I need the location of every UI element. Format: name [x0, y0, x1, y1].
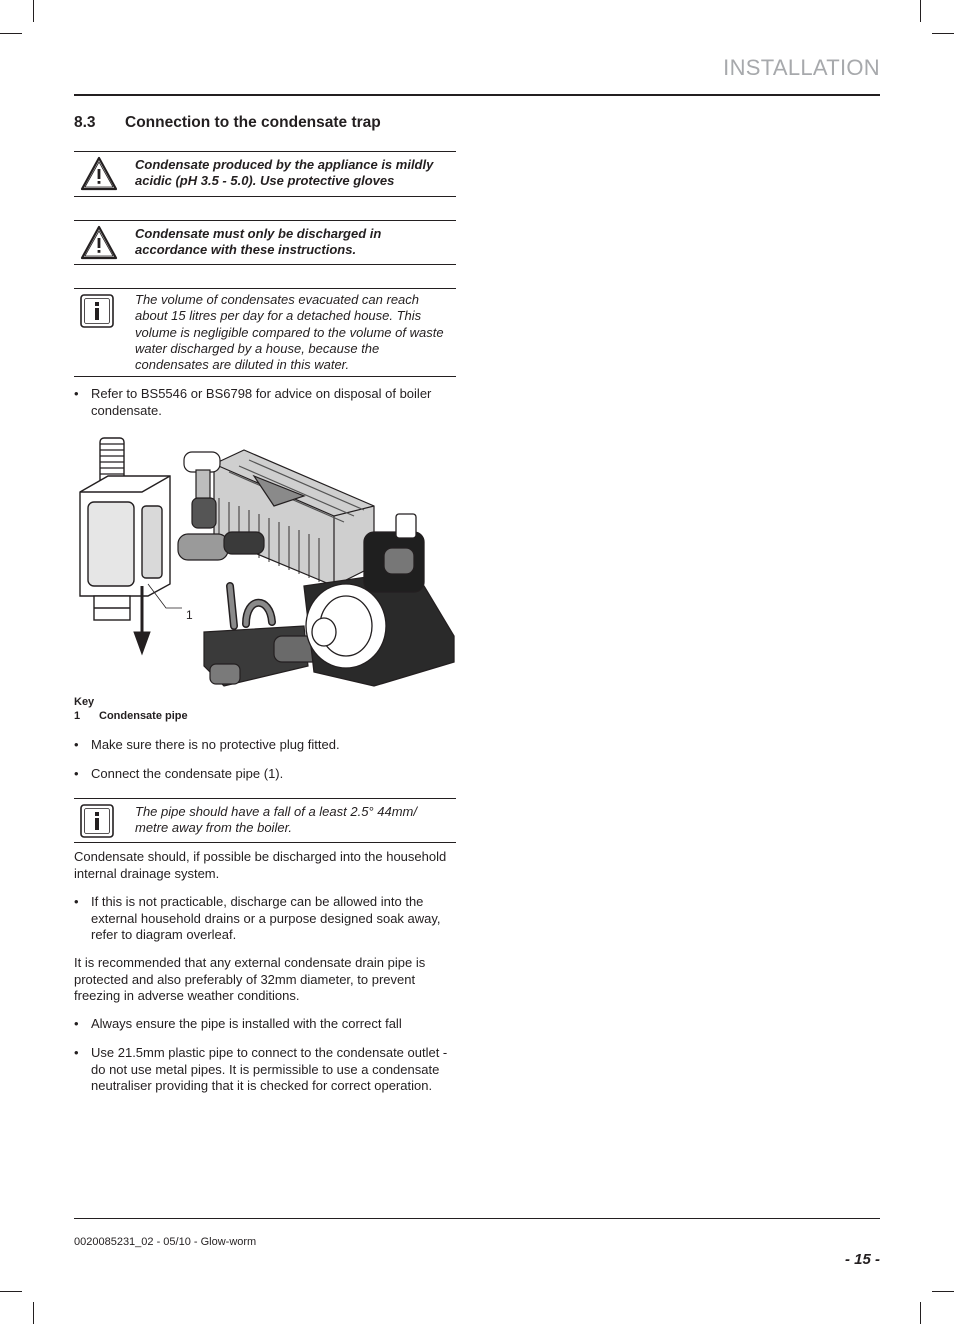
callout-number: 1 — [186, 608, 193, 622]
page-header-title: INSTALLATION — [723, 55, 880, 80]
condensate-trap-illustration — [74, 436, 458, 699]
key-item-label: Condensate pipe — [99, 710, 188, 722]
list-item — [74, 894, 456, 944]
crop-mark — [33, 0, 34, 22]
info-icon — [80, 294, 114, 333]
info-notice — [74, 288, 456, 377]
list-item — [74, 386, 456, 419]
info-notice — [74, 798, 456, 843]
crop-mark — [920, 0, 921, 22]
document-reference: 0020085231_02 - 05/10 - Glow-worm — [74, 1236, 257, 1248]
list-item-text: Connect the condensate pipe (1). — [91, 766, 284, 781]
warning-text: Condensate produced by the appliance is mildly acidic (pH 3.5 - 5.0). Use protective gloves — [135, 157, 434, 189]
crop-mark — [0, 1291, 22, 1292]
condensate-trap-body — [80, 476, 170, 620]
page-number: - 15 - — [844, 1251, 880, 1268]
body-paragraph: Condensate should, if possible be discharged into the household internal drainage system. — [74, 849, 447, 881]
crop-mark — [0, 33, 22, 34]
list-item-text: Refer to BS5546 or BS6798 for advice on disposal of boiler condensate. — [91, 386, 432, 418]
info-icon — [80, 804, 114, 843]
bullet-marker: • — [74, 1016, 79, 1031]
section-heading — [74, 114, 381, 132]
list-item — [74, 766, 456, 783]
list-item — [74, 1045, 456, 1095]
key-title: Key — [74, 696, 95, 708]
bullet-marker: • — [74, 1045, 79, 1060]
key-item-number: 1 — [74, 710, 81, 722]
section-title: Connection to the condensate trap — [125, 114, 381, 131]
warning-triangle-icon — [80, 225, 118, 266]
footer-divider — [74, 1218, 880, 1219]
bullet-marker: • — [74, 894, 79, 909]
key-item — [74, 710, 188, 722]
body-paragraph: It is recommended that any external condensate drain pipe is protected and also preferably of 32mm diameter, to prevent freezing in adverse weather conditions. — [74, 955, 426, 1003]
bullet-marker: • — [74, 386, 79, 401]
crop-mark — [932, 1291, 954, 1292]
info-text: The pipe should have a fall of a least 2.5° 44mm/ metre away from the boiler. — [135, 804, 417, 836]
info-text: The volume of condensates evacuated can reach about 15 litres per day for a detached house. This volume is negligible compared to the volume of waste water discharged by a house, because the condensates are diluted in this water. — [135, 292, 444, 373]
header-divider — [74, 94, 880, 96]
list-item-text: Use 21.5mm plastic pipe to connect to the condensate outlet - do not use metal pipes. It is permissible to use a condensate neutraliser providing that it is checked for correct operation. — [91, 1045, 448, 1093]
crop-mark — [920, 1302, 921, 1324]
section-number: 8.3 — [74, 114, 96, 131]
warning-notice — [74, 151, 456, 197]
bullet-marker: • — [74, 737, 79, 752]
warning-notice — [74, 220, 456, 265]
list-item-text: Always ensure the pipe is installed with the correct fall — [91, 1016, 402, 1031]
crop-mark — [932, 33, 954, 34]
list-item-text: If this is not practicable, discharge can be allowed into the external household drains or a purpose designed soak away, refer to diagram overleaf. — [91, 894, 441, 942]
list-item-text: Make sure there is no protective plug fitted. — [91, 737, 340, 752]
crop-mark — [33, 1302, 34, 1324]
warning-triangle-icon — [80, 156, 118, 197]
list-item — [74, 737, 456, 754]
list-item — [74, 1016, 456, 1033]
bullet-marker: • — [74, 766, 79, 781]
bottom-valves — [204, 626, 324, 686]
warning-text: Condensate must only be discharged in accordance with these instructions. — [135, 226, 382, 258]
heat-exchanger — [214, 450, 374, 586]
